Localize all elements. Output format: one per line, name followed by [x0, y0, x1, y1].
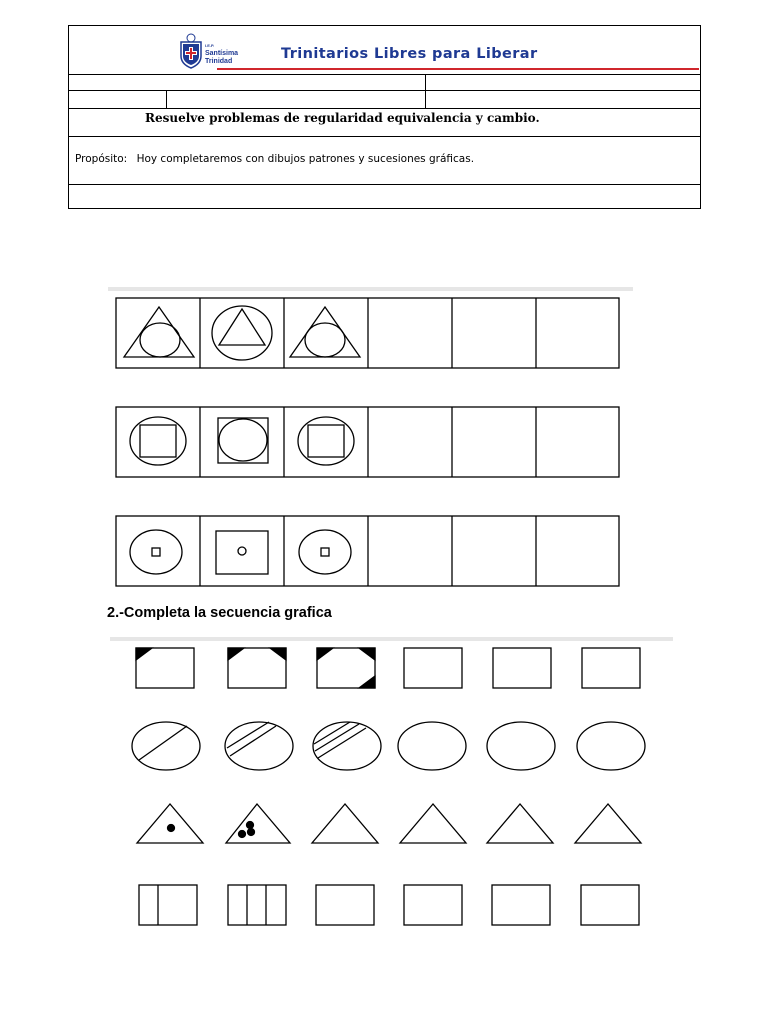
empty-ellipse-shape — [577, 722, 645, 770]
purpose-label: Propósito: — [75, 153, 128, 165]
rectangle-two-corners-shape — [228, 648, 286, 688]
empty-rectangle-shape — [581, 885, 639, 925]
triangle-one-dot-shape — [137, 804, 203, 843]
empty-rectangle-shape — [404, 885, 462, 925]
triangle-three-dots-shape — [226, 804, 290, 843]
empty-ellipse-shape — [487, 722, 555, 770]
school-name: I.E.P. Santísima Trinidad — [205, 43, 239, 65]
section-2-title: 2.-Completa la secuencia grafica — [107, 605, 332, 621]
empty-triangle-shape — [487, 804, 553, 843]
empty-rectangle-shape — [493, 648, 551, 688]
empty-rectangle-shape — [582, 648, 640, 688]
empty-rectangle-shape — [492, 885, 550, 925]
sequence-row-triangles-dots — [137, 804, 641, 843]
rectangle-three-corners-shape — [317, 648, 375, 688]
empty-triangle-shape — [400, 804, 466, 843]
rectangle-two-divisions-shape — [228, 885, 286, 925]
empty-triangle-shape — [312, 804, 378, 843]
sequence-row-ellipses-stripes — [132, 722, 645, 770]
school-motto: Trinitarios Libres para Liberar — [281, 46, 538, 62]
empty-triangle-shape — [575, 804, 641, 843]
competence-text: Resuelve problemas de regularidad equivalencia y cambio. — [145, 111, 540, 125]
empty-rectangle-shape — [316, 885, 374, 925]
ellipse-three-stripes-shape — [313, 722, 381, 770]
ellipse-two-stripes-shape — [225, 722, 293, 770]
rectangle-one-division-shape — [139, 885, 197, 925]
purpose-text: Hoy completaremos con dibujos patrones y sucesiones gráficas. — [136, 153, 475, 165]
sequence-row-rectangles-corners — [136, 648, 640, 688]
ellipse-one-stripe-shape — [132, 722, 200, 770]
empty-ellipse-shape — [398, 722, 466, 770]
empty-rectangle-shape — [404, 648, 462, 688]
sequence-row-rectangles-divisions — [139, 885, 639, 925]
rectangle-one-corner-shape — [136, 648, 194, 688]
